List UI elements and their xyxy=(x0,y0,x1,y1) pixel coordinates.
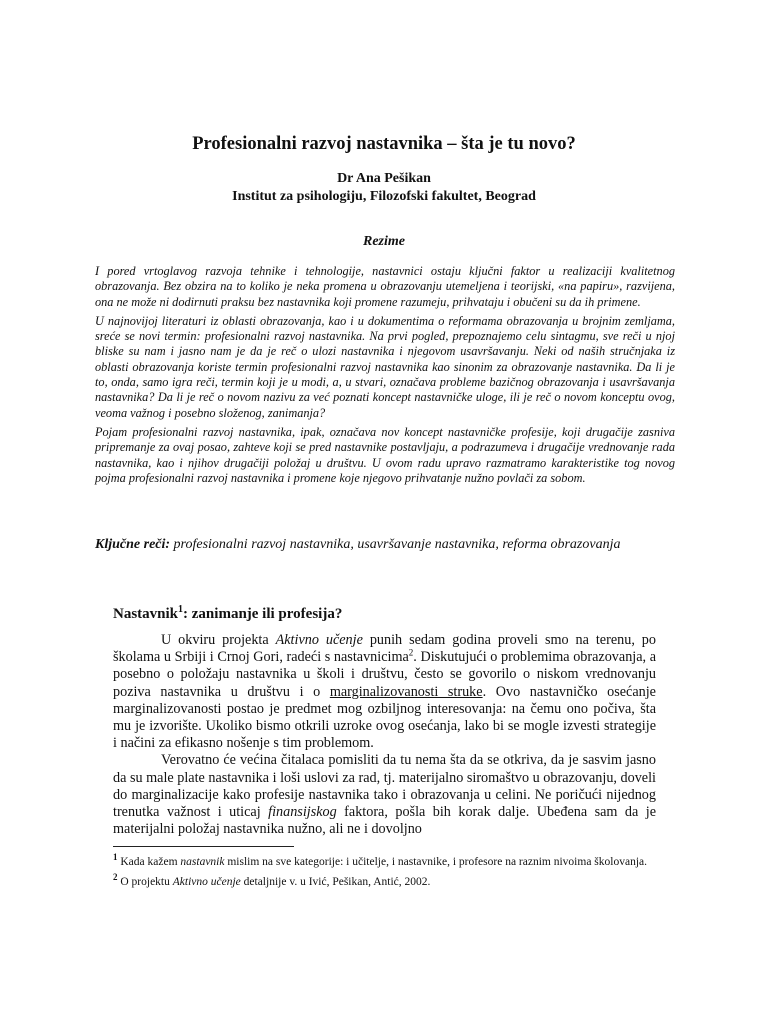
body-text xyxy=(113,632,656,838)
abstract xyxy=(95,264,675,490)
footnote-1: $^1$ Kada kažem nastavnik mislim na sve kategorije: i učitelje, i nastavnike, i profesore na raznim nivoima školovanja. xyxy=(113,852,647,868)
body-paragraph-1: U okviru projekta Aktivno učenje punih sedam godina proveli smo na terenu, po školama u Srbiji i Crnoj Gori, radeći s nastavnicima$^2$. Diskutujući o problemima obrazovanja, a posebno o položaju nastavnika u školi i društvu, često se govorilo o niskom vrednovanju poziva nastavnika u društvu i o marginalizovanosti struke. Ovo nastavničko osećanje marginalizovanosti postao je predmet mog ozbiljnog interesovanja: na čemu ono počiva, šta mu je izvorište. Ukoliko bismo otkrili uzroke ovog osećanja, lako bi se mogle izvesti strategije i načini za efikasno nošenje s tim problemom. xyxy=(113,632,656,752)
section-heading-text: Nastavnik xyxy=(113,606,179,622)
author-name: Dr Ana Pešikan xyxy=(337,171,431,186)
section-heading-text-end: : zanimanje ili profesija? xyxy=(183,606,343,622)
author-affiliation: Institut za psihologiju, Filozofski fakultet, Beograd xyxy=(232,189,536,204)
project-name-italic: Aktivno učenje xyxy=(275,632,363,648)
footnote-2: $^2$ O projektu Aktivno učenje detaljnije v. u Ivić, Pešikan, Antić, 2002. xyxy=(113,871,431,888)
footnote-divider xyxy=(113,846,294,847)
keywords-label: Ključne reči: xyxy=(95,537,171,552)
footnotes xyxy=(113,851,673,890)
abstract-heading: Rezime xyxy=(363,234,405,249)
footnote-ref-1[interactable]: 1 xyxy=(178,604,184,615)
footnote-number: 2 xyxy=(113,871,118,882)
footnote-number: 1 xyxy=(113,852,118,862)
footnote-ref-2[interactable]: 2 xyxy=(408,647,414,658)
section-heading xyxy=(113,600,342,624)
italic-term: finansijskog xyxy=(268,804,337,821)
body-paragraph-2: Verovatno će većina čitalaca pomisliti da tu nema šta da se otkriva, da je sasvim jasno da su male plate nastavnika i loši uslovi za rad, tj. materijalno siromaštvo u obrazovanju, doveli do marginalizacije kako profesije nastavnika tako i obrazovanja u celini. Ne poričući nijednog trenutka važnost i uticaj finansijskog faktora, pošla bih korak dalje. Ubeđena sam da je materijalni položaj nastavnika nužno, ali ne i dovoljno xyxy=(113,752,657,838)
abstract-paragraph: I pored vrtoglavog razvoja tehnike i tehnologije, nastavnici ostaju ključni faktor u realizaciji kvalitetnog obrazovanja. Bez obzira na to koliko je neka promena u obrazovanju utemeljena i teorijski, «na papiru», razvijena, ona ne može ni dodirnuti praksu bez nastavnika koji promene razumeju, prihvataju i obučeni su da ih primene. xyxy=(95,264,675,309)
keywords-text: profesionalni razvoj nastavnika, usavršavanje nastavnika, reforma obrazovanja xyxy=(170,537,621,552)
keywords xyxy=(95,536,685,554)
paper-title: Profesionalni razvoj nastavnika – šta je tu novo? xyxy=(192,134,576,154)
abstract-paragraph: U najnovijoj literaturi iz oblasti obrazovanja, kao i u dokumentima o reformama obrazovanja u brojnim zemljama, sreće se novi termin: profesionalni razvoj nastavnika. Na prvi pogled, prepoznajemo celu sintagmu, sve reči u njoj bliske su nam i jasno nam je da je reč o ulozi nastavnika i njegovom usavršavanju. Neki od naših stručnjaka iz oblasti obrazovanja koriste termin profesionalni razvoj nastavnika kao sinonim za obrazovanje nastavnika. Da li je to, onda, samo igra reči, termin koji je u modi, a, u stvari, označava probleme bazičnog obrazovanja i usavršavanja nastavnika? Da li je reč o novom nazivu za već poznati koncept nastavničke uloge, ili je reč o novom konceptu ovog, veoma važnog i posebno složenog, zanimanja? xyxy=(95,313,675,420)
abstract-paragraph: Pojam profesionalni razvoj nastavnika, ipak, označava nov koncept nastavničke profesije, koji drugačije zasniva pripremanje za ovaj posao, zahteve koji se pred nastavnike postavljaju, a podrazumeva i drugačije vrednovanje rada nastavnika, kao i njihov drugačiji položaj u društvu. U ovom radu upravo razmatramo karakteristike tog novog pojma profesionalni razvoj nastavnika i promene koje njegovo prihvatanje nužno povlači za sobom. xyxy=(95,424,675,485)
underlined-phrase: marginalizovanosti struke xyxy=(329,683,483,700)
